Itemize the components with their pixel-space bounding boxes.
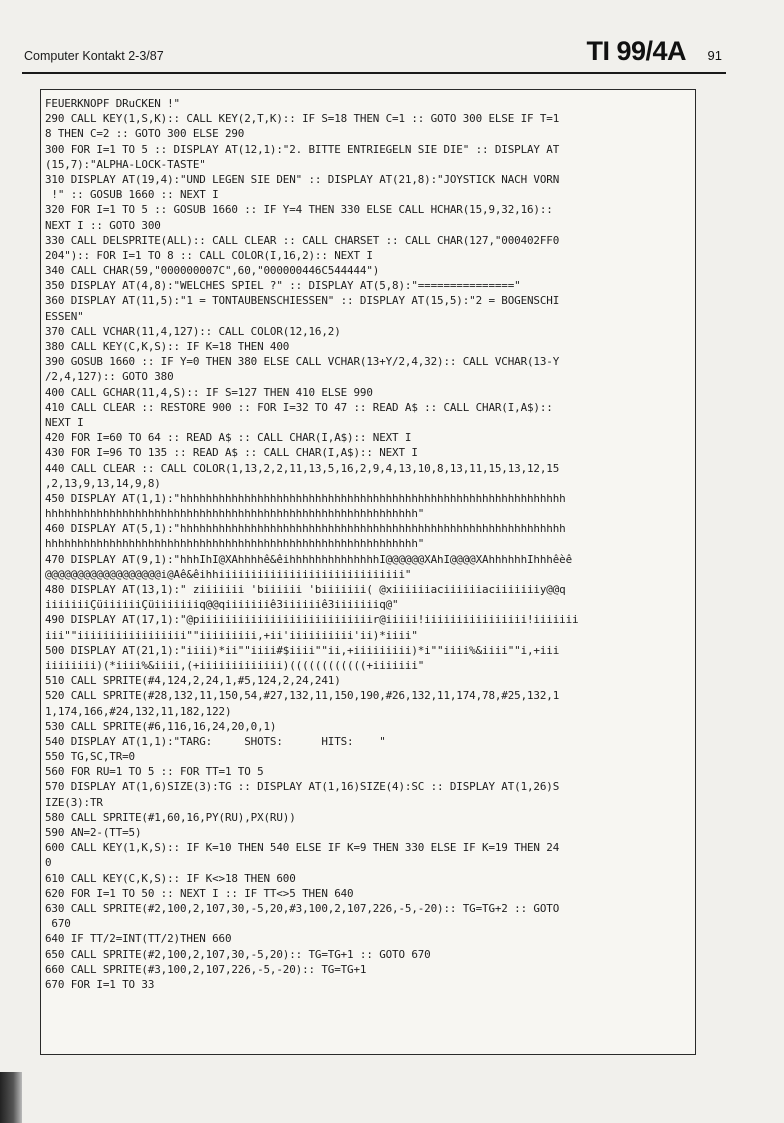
listing-line: NEXT I :: GOTO 300 <box>45 218 161 232</box>
listing-line: 310 DISPLAY AT(19,4):"UND LEGEN SIE DEN" :: DISPLAY AT(21,8):"JOYSTICK NACH VORN <box>45 172 560 186</box>
listing-line: 510 CALL SPRITE(#4,124,2,24,1,#5,124,2,24,241) <box>45 674 341 688</box>
listing-line: 390 GOSUB 1660 :: IF Y=0 THEN 380 ELSE CALL VCHAR(13+Y/2,4,32):: CALL VCHAR(13-Y <box>45 355 560 369</box>
listing-line: 0 <box>45 856 52 870</box>
listing-line: 650 CALL SPRITE(#2,100,2,107,30,-5,20):: TG=TG+1 :: GOTO 670 <box>45 947 431 961</box>
listing-line: iii""iiiiiiiiiiiiiiiii""iiiiiiiii,+ii'iiiiiiiiii'ii)*iiii" <box>45 628 418 642</box>
listing-line: 300 FOR I=1 TO 5 :: DISPLAY AT(12,1):"2. BITTE ENTRIEGELN SIE DIE" :: DISPLAY AT <box>45 142 560 156</box>
listing-line: 1,174,166,#24,132,11,182,122) <box>45 704 232 718</box>
listing-line: 620 FOR I=1 TO 50 :: NEXT I :: IF TT<>5 THEN 640 <box>45 886 354 900</box>
listing-line: 320 FOR I=1 TO 5 :: GOSUB 1660 :: IF Y=4 THEN 330 ELSE CALL HCHAR(15,9,32,16):: <box>45 203 553 217</box>
listing-line: 540 DISPLAY AT(1,1):"TARG: SHOTS: HITS: " <box>45 734 386 748</box>
program-listing <box>40 89 696 1055</box>
listing-line: 530 CALL SPRITE(#6,116,16,24,20,0,1) <box>45 719 277 733</box>
listing-line: 380 CALL KEY(C,K,S):: IF K=18 THEN 400 <box>45 340 290 353</box>
listing-line: 8 THEN C=2 :: GOTO 300 ELSE 290 <box>45 127 245 141</box>
page-header <box>22 38 726 74</box>
listing-line: !" :: GOSUB 1660 :: NEXT I <box>45 188 219 202</box>
listing-line: 440 CALL CLEAR :: CALL COLOR(1,13,2,2,11,13,5,16,2,9,4,13,10,8,13,11,15,13,12,15 <box>45 461 560 475</box>
listing-line: 400 CALL GCHAR(11,4,S):: IF S=127 THEN 410 ELSE 990 <box>45 385 373 399</box>
listing-line: 610 CALL KEY(C,K,S):: IF K<>18 THEN 600 <box>45 871 296 885</box>
listing-line: NEXT I <box>45 415 84 429</box>
listing-lines <box>45 96 693 992</box>
listing-line: 410 CALL CLEAR :: RESTORE 900 :: FOR I=32 TO 47 :: READ A$ :: CALL CHAR(I,A$):: <box>45 400 553 414</box>
listing-line: 460 DISPLAY AT(5,1):"hhhhhhhhhhhhhhhhhhhhhhhhhhhhhhhhhhhhhhhhhhhhhhhhhhhhhhhhhhhh <box>45 522 566 536</box>
listing-line: 550 TG,SC,TR=0 <box>45 750 135 764</box>
listing-line: 580 CALL SPRITE(#1,60,16,PY(RU),PX(RU)) <box>45 810 296 824</box>
listing-line: 670 FOR I=1 TO 33 <box>45 977 155 991</box>
listing-line: iiiiiiiÇüiiiiiiÇüiiiiiiiq@@qiiiiiiiê3iiiiiiê3iiiiiiiq@" <box>45 598 399 612</box>
listing-line: 370 CALL VCHAR(11,4,127):: CALL COLOR(12,16,2) <box>45 324 341 338</box>
listing-line: 290 CALL KEY(1,S,K):: CALL KEY(2,T,K):: IF S=18 THEN C=1 :: GOTO 300 ELSE IF T=1 <box>45 112 560 126</box>
listing-line: 560 FOR RU=1 TO 5 :: FOR TT=1 TO 5 <box>45 765 264 779</box>
listing-line: @@@@@@@@@@@@@@@@@@i@Aê&êihhiiiiiiiiiiiiiiiiiiiiiiiiiiiii" <box>45 567 412 581</box>
listing-line: /2,4,127):: GOTO 380 <box>45 370 174 384</box>
listing-line: 360 DISPLAY AT(11,5):"1 = TONTAUBENSCHIESSEN" :: DISPLAY AT(15,5):"2 = BOGENSCHI <box>45 294 560 308</box>
listing-line: 570 DISPLAY AT(1,6)SIZE(3):TG :: DISPLAY AT(1,16)SIZE(4):SC :: DISPLAY AT(1,26)S <box>45 780 560 794</box>
listing-line: 430 FOR I=96 TO 135 :: READ A$ :: CALL CHAR(I,A$):: NEXT I <box>45 446 418 460</box>
listing-line: (15,7):"ALPHA-LOCK-TASTE" <box>45 157 206 171</box>
listing-line: 600 CALL KEY(1,K,S):: IF K=10 THEN 540 ELSE IF K=9 THEN 330 ELSE IF K=19 THEN 24 <box>45 841 560 855</box>
listing-line: 330 CALL DELSPRITE(ALL):: CALL CLEAR :: CALL CHARSET :: CALL CHAR(127,"000402FF0 <box>45 233 560 247</box>
listing-line: 350 DISPLAY AT(4,8):"WELCHES SPIEL ?" :: DISPLAY AT(5,8):"===============" <box>45 279 521 293</box>
listing-line: 340 CALL CHAR(59,"000000007C",60,"000000446C544444") <box>45 264 380 278</box>
listing-line: 500 DISPLAY AT(21,1):"iiii)*ii""iiii#$iiii""ii,+iiiiiiiii)*i""iiii%&iiii""i,+iii <box>45 643 560 657</box>
listing-line: 640 IF TT/2=INT(TT/2)THEN 660 <box>45 932 232 946</box>
listing-line: 520 CALL SPRITE(#28,132,11,150,54,#27,132,11,150,190,#26,132,11,174,78,#25,132,1 <box>45 689 560 703</box>
page-binding-edge <box>0 1072 22 1123</box>
listing-line: ESSEN" <box>45 309 84 323</box>
system-title: TI 99/4A <box>586 36 686 66</box>
listing-line: 480 DISPLAY AT(13,1):" ziiiiiii 'biiiiii 'biiiiiii( @xiiiiiiaciiiiiiaciiiiiiiy@@q <box>45 583 566 596</box>
listing-line: 420 FOR I=60 TO 64 :: READ A$ :: CALL CHAR(I,A$):: NEXT I <box>45 431 412 445</box>
magazine-title: Computer Kontakt 2-3/87 <box>24 49 164 63</box>
listing-line: ,2,13,9,13,14,9,8) <box>45 476 161 490</box>
listing-line: iiiiiiii)(*iiii%&iiii,(+iiiiiiiiiiiii)((((((((((((+iiiiiii" <box>45 658 425 672</box>
listing-line: 470 DISPLAY AT(9,1):"hhhIhI@XAhhhhê&êihhhhhhhhhhhhhhI@@@@@@XAhI@@@@XAhhhhhhIhhhêèê <box>45 552 572 566</box>
page-number: 91 <box>707 48 722 63</box>
listing-line: 450 DISPLAY AT(1,1):"hhhhhhhhhhhhhhhhhhhhhhhhhhhhhhhhhhhhhhhhhhhhhhhhhhhhhhhhhhhh <box>45 491 566 505</box>
listing-line: FEUERKNOPF DRuCKEN !" <box>45 97 180 110</box>
listing-line: hhhhhhhhhhhhhhhhhhhhhhhhhhhhhhhhhhhhhhhhhhhhhhhhhhhhhhhhhh" <box>45 507 425 521</box>
listing-line: 670 <box>45 917 71 931</box>
listing-line: 204"):: FOR I=1 TO 8 :: CALL COLOR(I,16,2):: NEXT I <box>45 248 373 262</box>
listing-line: 630 CALL SPRITE(#2,100,2,107,30,-5,20,#3,100,2,107,226,-5,-20):: TG=TG+2 :: GOTO <box>45 901 560 915</box>
listing-line: hhhhhhhhhhhhhhhhhhhhhhhhhhhhhhhhhhhhhhhhhhhhhhhhhhhhhhhhhh" <box>45 537 425 551</box>
listing-line: IZE(3):TR <box>45 795 103 809</box>
listing-line: 590 AN=2-(TT=5) <box>45 826 142 839</box>
listing-line: 490 DISPLAY AT(17,1):"@piiiiiiiiiiiiiiiiiiiiiiiiiiir@iiiii!iiiiiiiiiiiiiiii!iiiiiii <box>45 613 579 627</box>
listing-line: 660 CALL SPRITE(#3,100,2,107,226,-5,-20):: TG=TG+1 <box>45 962 367 976</box>
